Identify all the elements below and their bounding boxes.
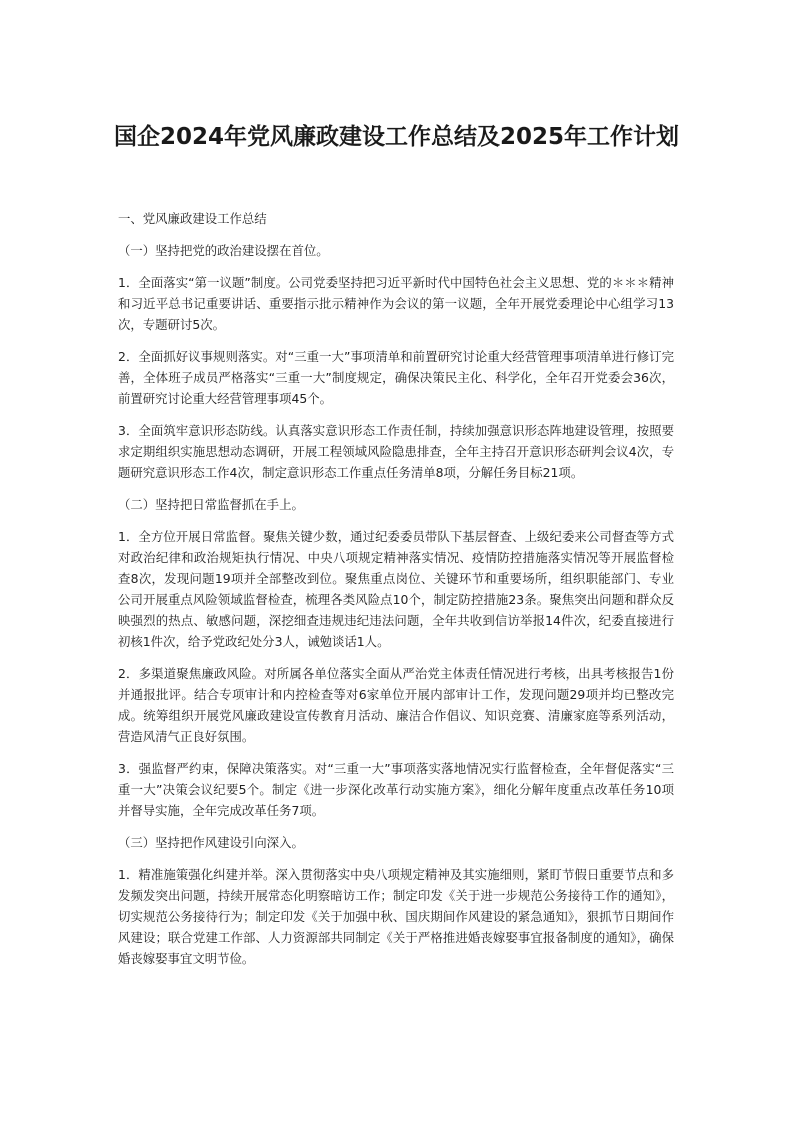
subsection-heading-1: （一）坚持把党的政治建设摆在首位。 [118,243,329,258]
paragraph: 2．多渠道聚焦廉政风险。对所属各单位落实全面从严治党主体责任情况进行考核，出具考核报告1份并通报批评。结合专项审计和内控检查等对6家单位开展内部审计工作，发现问题29项并均已整改完成。统筹组织开展党风廉政建设宣传教育月活动、廉洁合作倡议、知识竞赛、清廉家庭等系列活动，营造风清气正良好氛围。 [118,666,674,744]
subsection-heading-3: （三）坚持把作风建设引向深入。 [118,835,304,850]
document-body [118,208,674,980]
paragraph: 3．全面筑牢意识形态防线。认真落实意识形态工作责任制，持续加强意识形态阵地建设管理，按照要求定期组织实施思想动态调研，开展工程领域风险隐患排查，全年主持召开意识形态研判会议4次，专题研究意识形态工作4次，制定意识形态工作重点任务清单8项，分解任务目标21项。 [118,423,674,480]
subsection-heading-2: （二）坚持把日常监督抓在手上。 [118,497,304,512]
paragraph: 3．强监督严约束，保障决策落实。对“三重一大”事项落实落地情况实行监督检查，全年督促落实“三重一大”决策会议纪要5个。制定《进一步深化改革行动实施方案》，细化分解年度重点改革任务10项并督导实施，全年完成改革任务7项。 [118,761,674,818]
document-title: 国企2024年党风廉政建设工作总结及2025年工作计划 [113,124,680,150]
paragraph: 2．全面抓好议事规则落实。对“三重一大”事项清单和前置研究讨论重大经营管理事项清单进行修订完善，全体班子成员严格落实“三重一大”制度规定，确保决策民主化、科学化，全年召开党委会36次，前置研究讨论重大经营管理事项45个。 [118,349,674,406]
section-heading-1: 一、党风廉政建设工作总结 [118,211,267,226]
paragraph: 1．全面落实“第一议题”制度。公司党委坚持把习近平新时代中国特色社会主义思想、党的＊＊＊精神和习近平总书记重要讲话、重要指示批示精神作为会议的第一议题，全年开展党委理论中心组学习13次，专题研讨5次。 [118,275,674,332]
paragraph: 1．全方位开展日常监督。聚焦关键少数，通过纪委委员带队下基层督查、上级纪委来公司督查等方式对政治纪律和政治规矩执行情况、中央八项规定精神落实情况、疫情防控措施落实情况等开展监督检查8次，发现问题19项并全部整改到位。聚焦重点岗位、关键环节和重要场所，组织职能部门、专业公司开展重点风险领域监督检查，梳理各类风险点10个，制定防控措施23条。聚焦突出问题和群众反映强烈的热点、敏感问题，深挖细查违规违纪违法问题，全年共收到信访举报14件次，纪委直接进行初核1件次，给予党政纪处分3人，诫勉谈话1人。 [118,529,674,649]
paragraph: 1．精准施策强化纠建并举。深入贯彻落实中央八项规定精神及其实施细则，紧盯节假日重要节点和多发频发突出问题，持续开展常态化明察暗访工作；制定印发《关于进一步规范公务接待工作的通知》，切实规范公务接待行为；制定印发《关于加强中秋、国庆期间作风建设的紧急通知》，狠抓节日期间作风建设；联合党建工作部、人力资源部共同制定《关于严格推进婚丧嫁娶事宜报备制度的通知》，确保婚丧嫁娶事宜文明节俭。 [118,867,674,966]
